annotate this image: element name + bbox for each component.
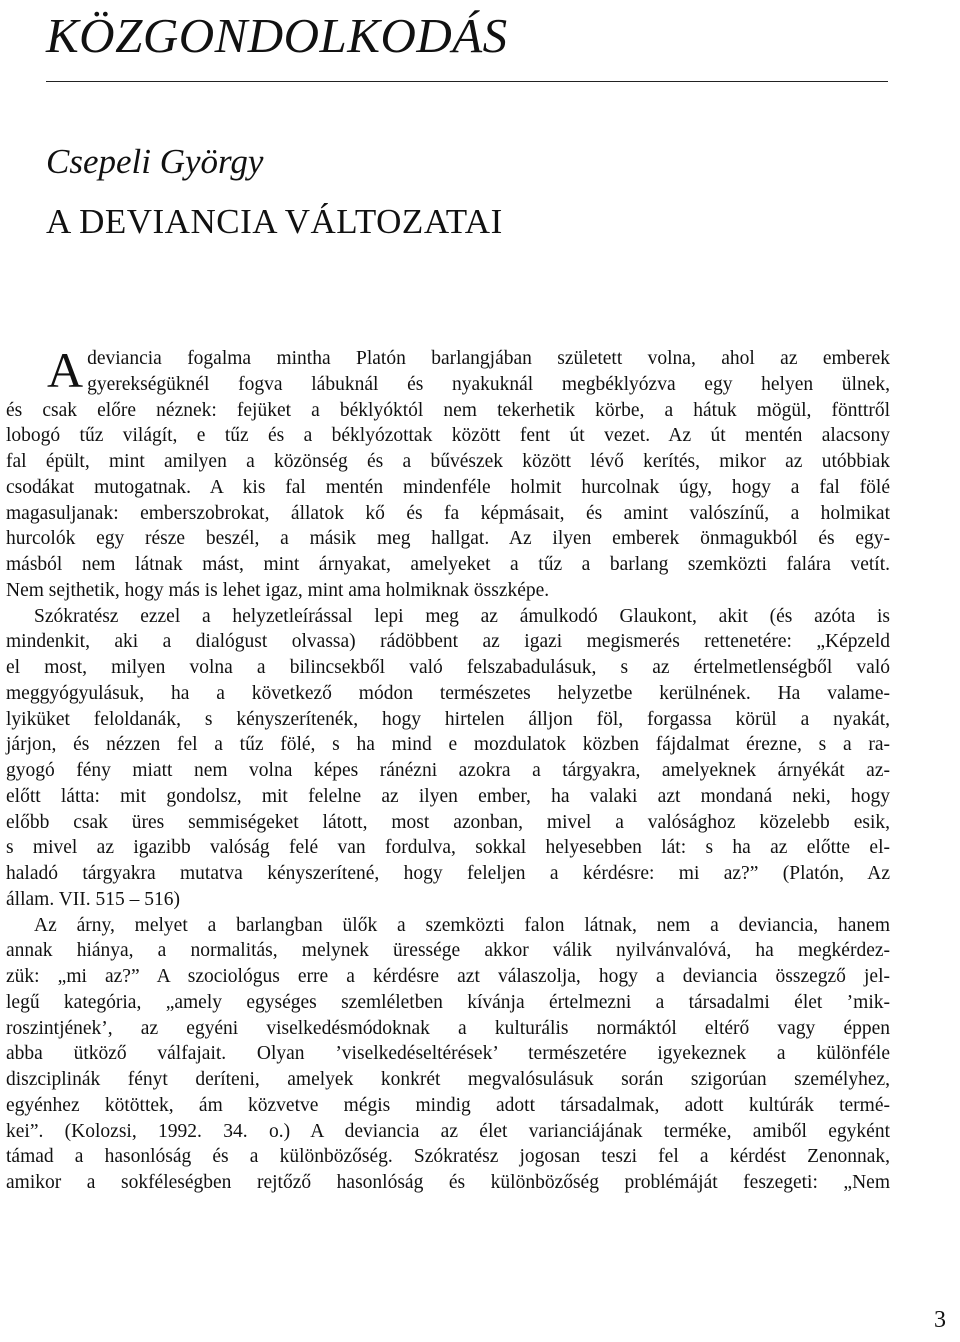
article-author: Csepeli György	[46, 142, 264, 181]
body-line: haladó tárgyakra mutatva kényszerítené, hogy feleljen a kérdésre: mi az?” (Platón, Az	[6, 863, 890, 884]
body-line: egyénhez kötöttek, ám közvetve mégis mindig adott társadalmak, adott kultúrák termé-	[6, 1094, 890, 1116]
body-line: Szókratész ezzel a helyzetleírással lepi meg az ámulkodó Glaukont, akit (és azóta is	[34, 605, 890, 627]
body-line: csodákat mutogatnak. A kis fal mentén mindenféle holmit hurcolnak úgy, hogy a fal fölé	[6, 476, 890, 498]
body-line: másból nem látnak mást, mint árnyakat, amelyeket a tűz a barlang szemközti falára vetít.	[6, 554, 890, 575]
body-line: lyiküket feloldanák, s kényszerítenék, hogy hirtelen álljon föl, forgassa körül a nyakát,	[6, 708, 890, 730]
body-line: magasuljanak: emberszobrokat, állatok kő és fa képmásait, és amint valószínű, a holmikat	[6, 502, 890, 524]
header-rule	[46, 81, 888, 82]
body-line: zük: „mi az?” A szociológus erre a kérdésre azt válaszolja, hogy a deviancia összegző jel-	[6, 966, 890, 987]
article-title: A DEVIANCIA VÁLTOZATAI	[46, 202, 503, 241]
body-line: Az árny, melyet a barlangban ülők a szemközti falon látnak, nem a deviancia, hanem	[34, 914, 890, 936]
body-line: amikor a sokféleségben rejtőző hasonlóság és különbözőség problémáját feszegeti: „Nem	[6, 1172, 890, 1193]
body-line: kei”. (Kolozsi, 1992. 34. o.) A deviancia az élet varianciájának terméke, amiből egyként	[6, 1120, 890, 1142]
body-line: állam. VII. 515 – 516)	[6, 888, 181, 910]
body-line: lobogó tűz világít, e tűz és a béklyózottak között fent út vezet. Az út mentén alacsony	[6, 425, 890, 447]
body-line: s mivel az igazibb valóság felé van fordulva, sokkal helyesebben lát: s ha az előtte el-	[6, 837, 890, 859]
body-line: diszciplinák fényt deríteni, amelyek konkrét megvalósulásuk során szigorúan személyhez,	[6, 1069, 890, 1090]
body-line: gyerekségüknél fogva lábuknál és nyakuknál megbéklyózva egy helyen ülnek,	[87, 373, 890, 395]
body-line: és csak előre néznek: fejüket a béklyóktól nem tekerhetik körbe, a hátuk mögül, fönttről	[6, 399, 890, 421]
drop-cap: A	[47, 342, 84, 398]
body-line: Nem sejthetik, hogy más is lehet igaz, mint ama holmiknak összképe.	[6, 579, 550, 601]
body-line: előbb csak üres semmiségeket látott, most azonban, mivel a valósághoz közelebb esik,	[6, 811, 890, 833]
body-line: annak hiánya, a normalitás, melynek üressége akkor válik nyilvánvalóvá, ha megkérdez-	[6, 940, 890, 962]
section-title: KÖZGONDOLKODÁS	[46, 8, 508, 63]
body-line: mindenkit, aki a dialógust olvassa) rádöbbent az igazi megismerés rettenetére: „Képzeld	[6, 631, 890, 653]
body-line: el most, milyen volna a bilincsekből való felszabadulásuk, s az értelmetlenségből való	[6, 657, 890, 678]
body-line: előtt látta: mit gondolsz, mit felelne az ilyen ember, ha valaki azt mondaná neki, hogy	[6, 785, 890, 807]
body-line: roszintjének’, az egyéni viselkedésmódoknak a kulturális normáktól eltérő vagy éppen	[6, 1017, 890, 1039]
body-line: deviancia fogalma mintha Platón barlangjában született volna, ahol az emberek	[87, 348, 890, 369]
body-line: meggyógyulásuk, ha a következő módon természetes helyzetbe kerülnének. Ha valame-	[6, 682, 890, 704]
body-line: legű kategória, „amely egységes szemléletben kívánja értelmezni a társadalmi élet ’mik-	[6, 991, 890, 1013]
page-number: 3	[934, 1307, 946, 1333]
body-line: gyogó fény miatt nem volna képes ránézni azokra a tárgyakra, amelyeknek árnyékát az-	[6, 760, 890, 781]
body-line: járjon, és nézzen fel a tűz fölé, s ha mind e mozdulatok közben fájdalmat érezne, s a ra-	[6, 734, 890, 756]
article-body	[6, 342, 890, 1196]
body-line: hurcolók egy része beszél, a másik meg hallgat. Az ilyen emberek önmagukból és egy-	[6, 528, 890, 550]
body-line: támad a hasonlóság és a különbözőség. Szókratész jogosan teszi fel a kérdést Zenonnak,	[6, 1146, 890, 1168]
body-line: fal épült, mint amilyen a közönség és a bűvészek között lévő kerítés, mikor az utóbbiak	[6, 451, 890, 472]
body-line: abba ütköző válfajait. Olyan ’viselkedéseltérések’ természetére igyekeznek a különféle	[6, 1043, 890, 1065]
